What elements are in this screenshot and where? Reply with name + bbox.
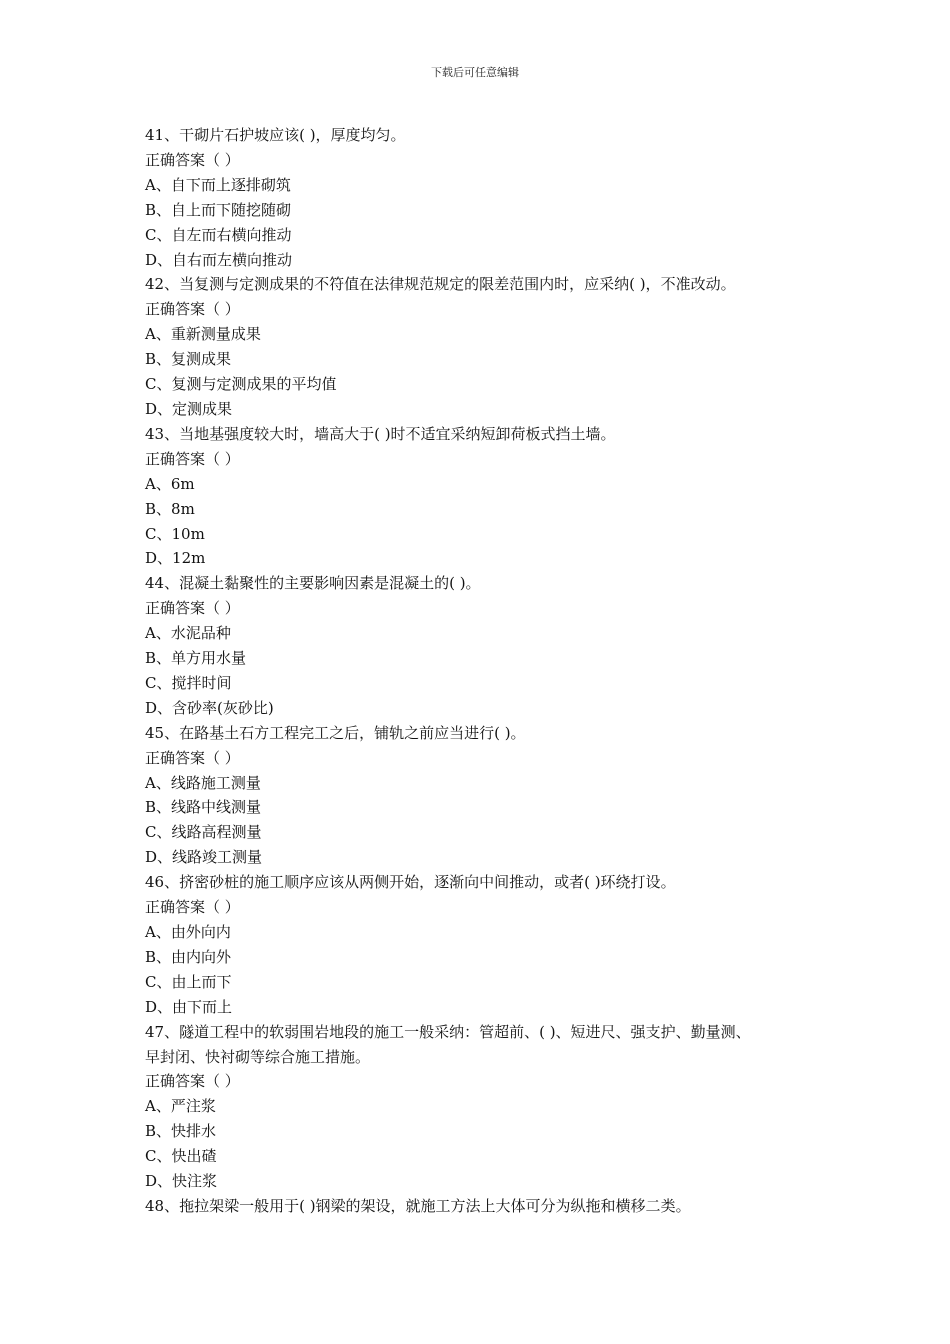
option-c: C、搅拌时间 [145, 673, 232, 692]
question-42 [145, 272, 835, 421]
option-b: B、单方用水量 [145, 649, 247, 668]
answer-label: 正确答案（ ） [145, 449, 240, 468]
option-b: B、自上而下随挖随砌 [145, 200, 292, 219]
question-48 [145, 1194, 835, 1219]
answer-label: 正确答案（ ） [145, 599, 240, 618]
question-stem: 46、挤密砂桩的施工顺序应该从两侧开始，逐渐向中间推动，或者( )环绕打设。 [145, 873, 676, 892]
option-c: C、复测与定测成果的平均值 [145, 375, 337, 394]
option-b: B、快排水 [145, 1122, 217, 1141]
question-47 [145, 1020, 835, 1194]
option-d: D、快注浆 [145, 1172, 218, 1191]
option-c: C、自左而右横向推动 [145, 225, 292, 244]
question-stem: 48、拖拉架梁一般用于( )钢梁的架设，就施工方法上大体可分为纵拖和横移二类。 [145, 1196, 691, 1215]
question-stem: 41、干砌片石护坡应该( )，厚度均匀。 [145, 126, 406, 144]
answer-label: 正确答案（ ） [145, 748, 240, 767]
option-b: B、线路中线测量 [145, 798, 262, 817]
option-d: D、线路竣工测量 [145, 848, 263, 867]
question-46 [145, 870, 835, 1019]
question-stem-line1: 47、隧道工程中的软弱围岩地段的施工一般采纳：管超前、( )、短进尺、强支护、勤量测、 [145, 1022, 751, 1041]
option-d: D、定测成果 [145, 399, 233, 418]
option-c: C、快出碴 [145, 1147, 217, 1166]
answer-label: 正确答案（ ） [145, 300, 240, 319]
option-b: B、8m [145, 499, 195, 518]
option-a: A、水泥品种 [145, 624, 231, 643]
option-a: A、线路施工测量 [145, 773, 261, 792]
option-c: C、线路高程测量 [145, 823, 262, 842]
question-41 [145, 123, 835, 272]
answer-label: 正确答案（ ） [145, 1072, 240, 1091]
option-c: C、10m [145, 524, 205, 543]
answer-label: 正确答案（ ） [145, 150, 240, 169]
question-stem-line2: 早封闭、快衬砌等综合施工措施。 [145, 1047, 371, 1066]
option-d: D、12m [145, 549, 206, 568]
option-a: A、6m [145, 474, 195, 493]
question-stem: 45、在路基土石方工程完工之后，铺轨之前应当进行( )。 [145, 723, 526, 742]
option-c: C、由上而下 [145, 972, 232, 991]
option-a: A、重新测量成果 [145, 325, 261, 344]
answer-label: 正确答案（ ） [145, 898, 240, 917]
option-d: D、自右而左横向推动 [145, 250, 293, 269]
page-header: 下载后可任意编辑 [431, 66, 519, 79]
option-d: D、由下而上 [145, 997, 233, 1016]
question-43 [145, 422, 835, 571]
option-b: B、由内向外 [145, 947, 232, 966]
question-list [145, 123, 835, 1219]
question-stem: 42、当复测与定测成果的不符值在法律规范规定的限差范围内时，应采纳( )，不准改动。 [145, 275, 736, 294]
option-a: A、由外向内 [145, 923, 231, 941]
option-a: A、严注浆 [145, 1097, 216, 1116]
option-b: B、复测成果 [145, 350, 232, 369]
question-stem: 44、混凝土黏聚性的主要影响因素是混凝土的( )。 [145, 574, 481, 593]
question-45 [145, 721, 835, 870]
question-stem: 43、当地基强度较大时，墙高大于( )时不适宜采纳短卸荷板式挡土墙。 [145, 424, 616, 443]
option-a: A、自下而上逐排砌筑 [145, 175, 291, 194]
option-d: D、含砂率(灰砂比) [145, 698, 274, 717]
question-44 [145, 571, 835, 720]
